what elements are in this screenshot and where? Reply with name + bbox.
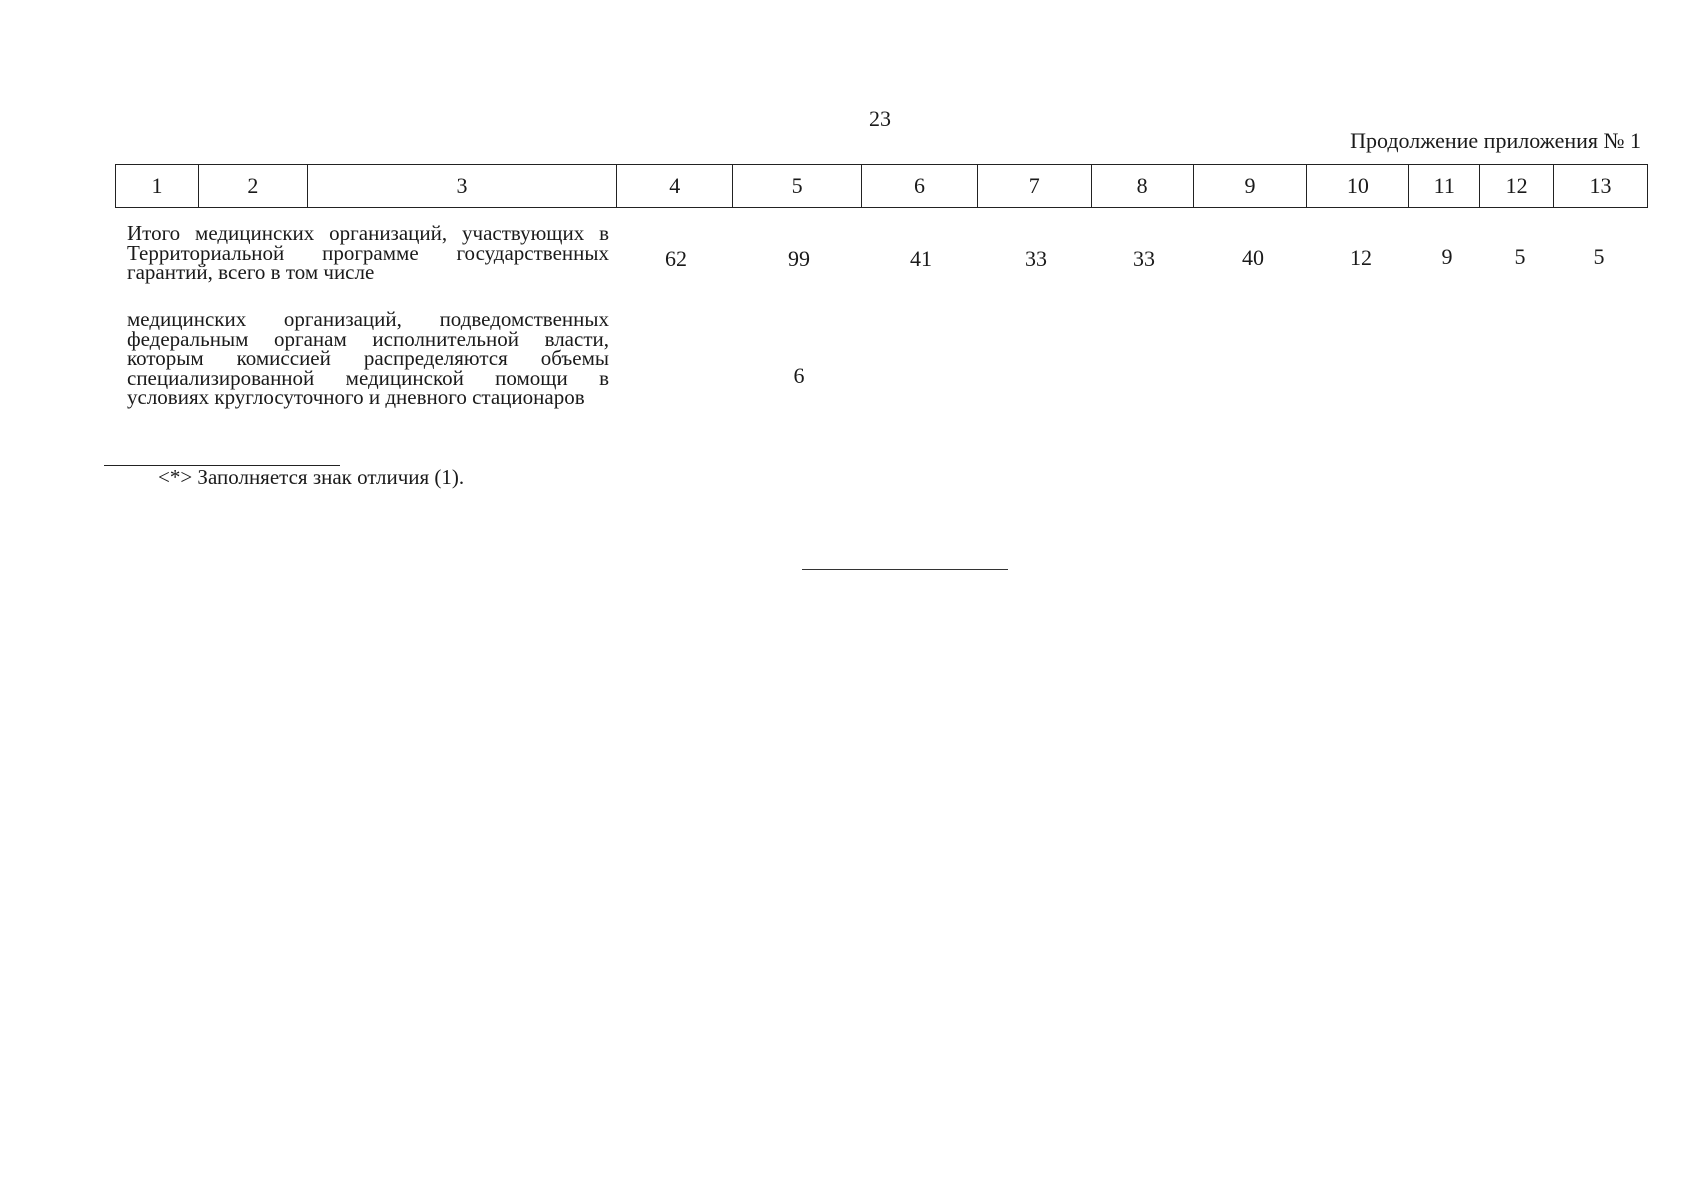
row1-col7-value: 33 (1025, 246, 1047, 271)
column-header-11: 11 (1409, 165, 1480, 207)
column-header-5: 5 (733, 165, 862, 207)
column-header-8: 8 (1092, 165, 1194, 207)
row-label-total: Итого медицинских организаций, участвующих в Территориальной программе государственных гарантий, всего в том числе (127, 221, 609, 284)
row1-col12-value: 5 (1514, 244, 1526, 269)
end-of-document-rule (802, 569, 1008, 570)
column-header-6: 6 (862, 165, 978, 207)
column-header-7: 7 (978, 165, 1092, 207)
row1-col4-value: 62 (665, 246, 687, 271)
column-header-3: 3 (308, 165, 618, 207)
column-header-10: 10 (1307, 165, 1409, 207)
column-header-1: 1 (116, 165, 199, 207)
continuation-label: Продолжение приложения № 1 (1350, 128, 1641, 153)
row1-col11-value: 9 (1441, 244, 1453, 269)
column-header-2: 2 (199, 165, 308, 207)
table-header-row (115, 164, 1648, 208)
row1-col13-value: 5 (1593, 244, 1605, 269)
column-header-9: 9 (1194, 165, 1308, 207)
row1-col10-value: 12 (1350, 245, 1372, 270)
column-header-12: 12 (1480, 165, 1554, 207)
row2-col5-value: 6 (793, 363, 805, 388)
row1-col5-value: 99 (788, 246, 810, 271)
footnote-text: <*> Заполняется знак отличия (1). (158, 465, 465, 489)
row1-col8-value: 33 (1133, 246, 1155, 271)
row1-col6-value: 41 (910, 246, 932, 271)
column-header-4: 4 (617, 165, 733, 207)
column-header-13: 13 (1589, 173, 1612, 198)
row-label-federal: медицинских организаций, подведомственных федеральным органам исполнительной власти, которым комиссией распределяются объемы специализированной медицинской помощи в условиях круглосуточного и дневного стационаров (127, 307, 609, 409)
row1-col9-value: 40 (1242, 245, 1264, 270)
page-number: 23 (869, 106, 891, 131)
